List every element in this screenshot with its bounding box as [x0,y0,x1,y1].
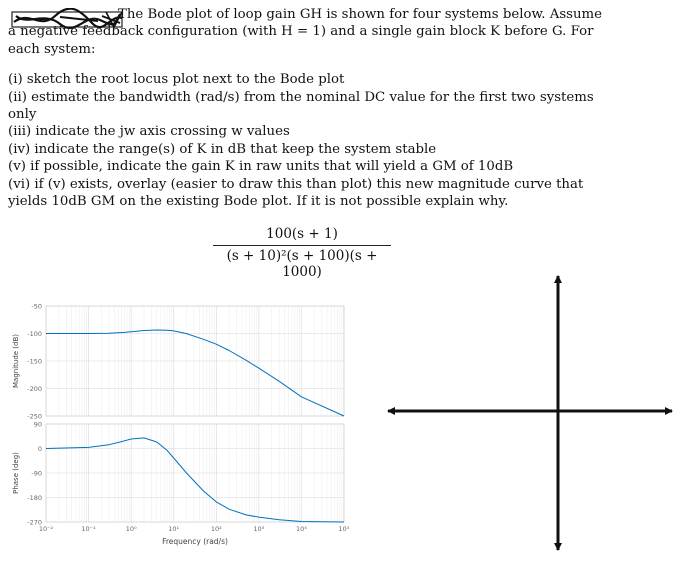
x-tick-label: 10⁵ [338,525,350,533]
x-tick-label: 10⁴ [295,525,307,533]
bode-plot [0,296,360,552]
x-tick-label: 10³ [253,525,265,533]
task-item: (iii) indicate the jw axis crossing w values [8,124,290,140]
tf-denominator: (s + 10)²(s + 100)(s + 1000) [226,248,378,280]
y-tick-label: -180 [27,494,42,502]
scribbled-out-text [10,8,126,30]
x-tick-label: 10² [210,525,222,533]
y-tick-label: -90 [31,469,42,478]
problem-statement [8,6,608,210]
y-tick-label: -270 [27,518,42,527]
x-tick-label: 10⁻¹ [81,525,96,533]
x-tick-label: 10⁰ [125,525,137,533]
task-item: (i) sketch the root locus plot next to the Bode plot [8,72,345,88]
magnitude-axis-label: Magnitude (dB) [12,333,20,389]
x-axis-label: Frequency (rad/s) [162,537,228,546]
task-item: (iv) indicate the range(s) of K in dB that keep the system stable [8,141,437,157]
y-tick-label: -100 [27,330,42,338]
problem-intro: The Bode plot of loop gain GH is shown for four systems below. Assume a negative feedback configuration (with H = 1) and a single gain block K before G. For each system: [8,7,603,57]
x-tick-label: 10¹ [168,525,180,533]
root-locus-axes [380,268,680,568]
task-item: (ii) estimate the bandwidth (rad/s) from the nominal DC value for the first two systems only [8,89,594,123]
x-tick-label: 10⁻² [38,525,54,533]
y-tick-label: 0 [37,445,42,453]
task-list [8,71,608,210]
transfer-function [212,226,392,280]
task-item: (vi) if (v) exists, overlay (easier to draw this than plot) this new magnitude curve that yields 10dB GM on the existing Bode plot. If it is not possible explain why. [8,176,584,210]
y-tick-label: -150 [27,357,42,366]
y-tick-label: -50 [31,302,42,311]
y-tick-label: -250 [27,412,42,421]
y-tick-label: -200 [27,385,42,393]
task-item: (v) if possible, indicate the gain K in raw units that will yield a GM of 10dB [8,159,514,175]
tf-numerator: 100(s + 1) [266,226,338,242]
phase-axis-label: Phase (deg) [12,452,20,494]
y-tick-label: 90 [33,420,42,429]
